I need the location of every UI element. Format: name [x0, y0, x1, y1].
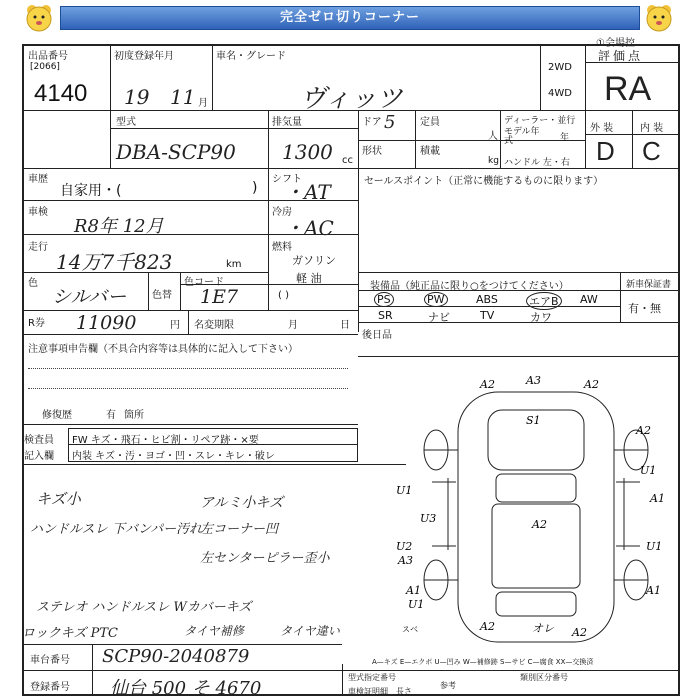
mark-u1-r: U1 — [640, 464, 657, 477]
designated-label: 型式指定番号 — [348, 673, 396, 682]
inspector-label: 検査員 — [24, 435, 54, 446]
title-deadline-label: 名変期限 — [194, 320, 234, 331]
disp-value: 1300 — [282, 140, 333, 164]
writer-label: 記入欄 — [24, 451, 54, 462]
equip-aw: AW — [580, 293, 598, 306]
ext-label: 外 装 — [590, 123, 614, 134]
repair-label: 修復歴 — [42, 410, 72, 421]
plate-value: 仙台 500 そ 4670 — [110, 678, 262, 699]
bear-mascot-icon — [644, 3, 674, 33]
rear-seat-label: 後日品 — [362, 330, 392, 341]
mark-a3-top: A3 — [526, 374, 541, 387]
car-windshield — [496, 474, 576, 502]
lot-number: 4140 — [34, 80, 88, 107]
load-label: 積載 — [420, 146, 440, 157]
first-reg-label: 初度登録年月 — [114, 51, 174, 62]
inspector-items: FW キズ・飛石・ヒビ割・リペア跡・×要 — [72, 435, 259, 446]
note-bumper: 下バンパー汚れ — [112, 522, 203, 537]
top-right-label: ①会場控 — [596, 38, 635, 49]
mark-a2-r1: A2 — [636, 424, 651, 437]
damage-legend: A—キズ E—エクボ U—凹み W—補修跡 S—サビ C—腐食 XX—交換済 — [372, 658, 594, 666]
doors-label: ドア — [362, 117, 382, 128]
model-year-label: モデル年式 — [504, 127, 540, 146]
equip-navi: ナビ — [428, 311, 450, 324]
recycle-label: R券 — [28, 318, 45, 329]
yen-unit: 円 — [170, 320, 180, 331]
drive-2wd: 2WD — [548, 62, 572, 73]
car-rear-window — [496, 592, 576, 616]
note-tire-diff: タイヤ違い — [280, 624, 340, 638]
length-label: 長さ — [396, 687, 412, 696]
repair-value: 有 — [106, 410, 116, 421]
history-label: 車歴 — [28, 174, 48, 185]
chassis-label: 車台番号 — [30, 655, 70, 666]
mileage-label: 走行 — [28, 242, 48, 253]
shift-value: ・AT — [284, 180, 331, 204]
inspection-grid — [68, 428, 358, 462]
rating-label: 評価点 — [598, 49, 644, 63]
note-pillar: 左センターピラー歪小 — [200, 551, 330, 566]
inspection-value: R8年 12月 — [74, 216, 164, 237]
mark-a2-tr: A2 — [584, 378, 599, 391]
equip-airbag: エアB — [526, 292, 562, 310]
equip-ps: PS — [374, 292, 394, 307]
notes-label: 注意事項申告欄（不具合内容等は具体的に記入して下さい） — [28, 344, 298, 355]
mark-a2-br: A2 — [572, 626, 587, 639]
mark-a2-center: A2 — [532, 518, 547, 531]
mark-a1-l: A1 — [406, 584, 421, 597]
disp-unit: cc — [342, 155, 353, 166]
fuel-diesel: 軽 油 — [296, 272, 322, 285]
color-code-value: 1E7 — [200, 286, 239, 308]
chassis-value: SCP90-2040879 — [102, 646, 250, 667]
equip-label: 装備品（純正品に限り○をつけてください） — [370, 281, 569, 292]
writer-items: 内装 キズ・汚・ヨゴ・凹・スレ・キレ・破レ — [72, 451, 275, 462]
mark-a1-b: A1 — [646, 584, 661, 597]
note-lock: ロックキズ PTC — [22, 626, 118, 641]
equip-sr: SR — [378, 309, 393, 322]
kg-unit: kg — [488, 156, 499, 166]
plate-label: 登録番号 — [30, 682, 70, 693]
mark-a2-b: A2 — [480, 620, 495, 633]
banner-title: 完全ゼロ切りコーナー — [279, 10, 420, 25]
fuel-gas: ガソリン — [292, 254, 336, 267]
mark-a2-tl: A2 — [480, 378, 495, 391]
ref-label: 参考 — [440, 681, 456, 690]
type-label: 型式 — [116, 117, 136, 128]
km-unit: km — [226, 259, 242, 270]
note-alloy: アルミ小キズ — [200, 495, 284, 511]
equip-pw: PW — [424, 292, 448, 307]
lot-label: 出品番号 — [28, 51, 68, 62]
color-label: 色 — [28, 278, 38, 289]
mark-u1-l: U1 — [396, 484, 413, 497]
fuel-label: 燃料 — [272, 242, 292, 253]
seats-unit: 人 — [488, 131, 498, 142]
dealer-label: ディーラー・並行 — [504, 116, 576, 126]
model-value: ヴィッツ — [300, 84, 403, 114]
seats-label: 定員 — [420, 117, 440, 128]
disp-label: 排気量 — [272, 117, 302, 128]
ext-value: D — [596, 136, 615, 166]
mark-a3-l: A3 — [398, 554, 413, 567]
mark-u1-bl: U1 — [408, 598, 425, 611]
drive-4wd: 4WD — [548, 88, 572, 99]
car-roof — [492, 504, 580, 588]
mark-u1-br: U1 — [646, 540, 663, 553]
month-unit: 月 — [198, 98, 208, 109]
mark-s1: S1 — [526, 414, 541, 427]
rating-value: RA — [604, 70, 652, 108]
int-label: 内 装 — [640, 123, 664, 134]
model-label: 車名・グレード — [216, 51, 286, 62]
cooler-value: ・AC — [284, 216, 334, 240]
mileage-value: 14万7千823 — [56, 250, 173, 274]
int-value: C — [642, 136, 661, 166]
inspection-label: 車検 — [28, 207, 48, 218]
equip-abs: ABS — [476, 293, 498, 306]
color-shade-label: 色替 — [152, 290, 172, 301]
doors-value: 5 — [384, 112, 396, 133]
fuel-paren: ( ) — [278, 290, 289, 301]
mark-u3: U3 — [420, 512, 437, 525]
first-reg-month: 11 — [170, 85, 196, 109]
note-scratch: キズ小 — [36, 490, 81, 508]
year-unit: 年 — [560, 133, 570, 143]
note-stereo: ステレオ ハンドルスレ Wカバーキズ — [36, 600, 252, 615]
equip-leather: カワ — [530, 311, 552, 324]
recycle-value: 11090 — [76, 312, 137, 334]
history-value: 自家用・( — [60, 183, 122, 199]
bear-mascot-icon — [24, 3, 54, 33]
note-handle: ハンドルスレ — [30, 522, 108, 537]
color-value: シルバー — [52, 286, 127, 308]
sales-points-label: セールスポイント（正常に機能するものに限ります） — [364, 176, 604, 187]
repair-place: 箇所 — [124, 410, 144, 421]
car-damage-diagram — [396, 370, 686, 660]
cooler-label: 冷房 — [272, 207, 292, 218]
warranty-label: 新車保証書 — [626, 280, 672, 290]
mark-a1-r: A1 — [650, 492, 665, 505]
lot-sub: [2066] — [30, 62, 60, 72]
category-label: 類別区分番号 — [520, 673, 568, 682]
car-body-outline — [458, 392, 614, 642]
cert-label: 車検証明細 — [348, 687, 388, 696]
equip-tv: TV — [480, 309, 495, 322]
title-day: 日 — [340, 320, 350, 331]
note-corner: 左コーナー凹 — [200, 522, 279, 537]
history-close: ) — [252, 180, 258, 196]
mark-ore: オレ — [532, 622, 554, 635]
color-code-label: 色コード — [184, 277, 224, 288]
shift-label: シフト — [272, 174, 302, 185]
warranty-value: 有・無 — [628, 302, 661, 315]
mark-u2: U2 — [396, 540, 413, 553]
type-value: DBA-SCP90 — [116, 140, 236, 164]
handle-label: ハンドル 左・右 — [504, 158, 570, 168]
title-month: 月 — [288, 320, 298, 331]
first-reg-year: 19 — [124, 85, 150, 109]
mark-sme: スベ — [402, 625, 418, 634]
shape-label: 形状 — [362, 146, 382, 157]
note-tire-repair: タイヤ補修 — [184, 624, 244, 638]
